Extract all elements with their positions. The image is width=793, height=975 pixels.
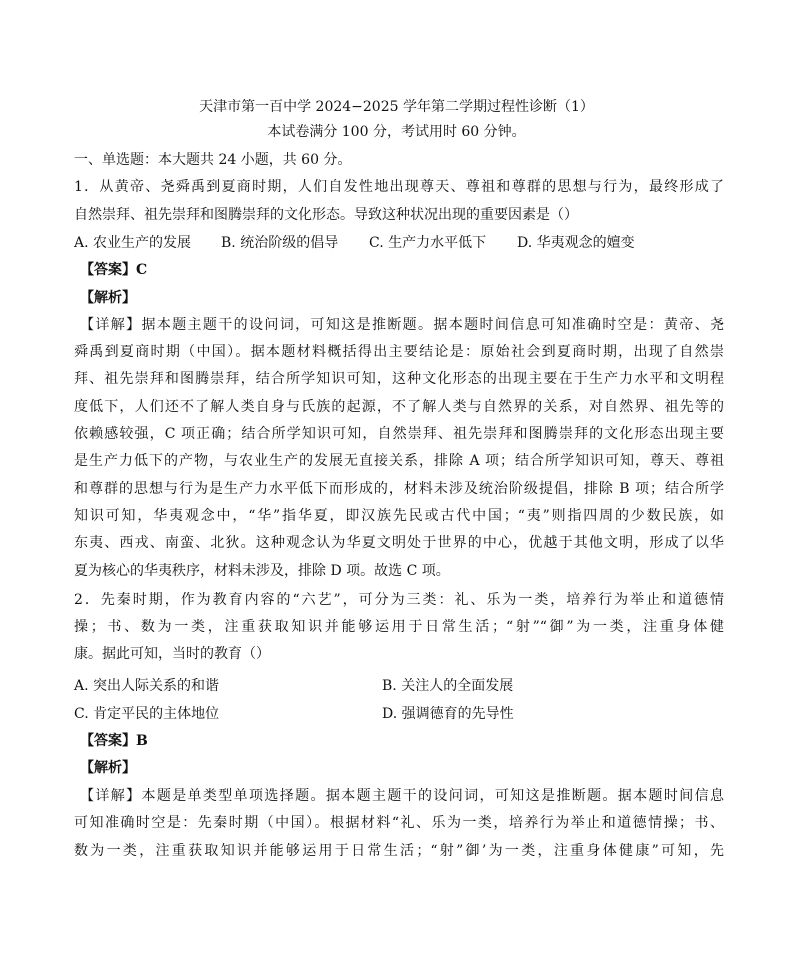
q1-detail-line: 依赖感较强，C 项正确；结合所学知识可知，自然崇拜、祖先崇拜和图腾崇拜的文化形态出现主要 [74, 426, 724, 442]
q1-detail-line: 知识可知，华夷观念中，“华”指华夏，即汉族先民或古代中国；“夷”则指四周的少数民族，如 [74, 508, 724, 524]
q1-detail-line: 度低下，人们还不了解人类自身与氏族的起源，不了解人类与自然界的关系，对自然界、祖先等的 [74, 399, 724, 415]
page-title: 天津市第一百中学 2024−2025 学年第二学期过程性诊断（1） [199, 99, 594, 115]
q1-stem-line: 自然崇拜、祖先崇拜和图腾崇拜的文化形态。导致这种状况出现的重要因素是（） [74, 207, 578, 223]
q1-detail-line: 夏为核心的华夷秩序，材料未涉及，排除 D 项。故选 C 项。 [74, 563, 450, 579]
q1-detail-line: 舜禹到夏商时期（中国）。据本题材料概括得出主要结论是：原始社会到夏商时期，出现了自然崇 [74, 344, 724, 360]
q1-option-c: C. 生产力水平低下 [369, 235, 487, 251]
q1-analysis-label: 【解析】 [80, 290, 136, 306]
q2-option-c: C. 肯定平民的主体地位 [74, 706, 220, 722]
q1-detail-line: 和尊群的思想与行为是生产力水平低下而形成的，材料未涉及统治阶级提倡，排除 B 项；结合所学 [74, 481, 724, 497]
q2-detail-line: 可知准确时空是：先秦时期（中国）。根据材料“礼、乐为一类，培养行为举止和道德情操；书、 [74, 815, 724, 831]
q2-option-d: D. 强调德育的先导性 [382, 706, 514, 722]
q2-stem-line: 操；书、数为一类，注重获取知识并能够运用于日常生活；“射”“御”为一类，注重身体健 [74, 619, 724, 635]
q2-analysis-label: 【解析】 [80, 760, 136, 776]
section-heading: 一、单选题：本大题共 24 小题，共 60 分。 [74, 152, 352, 168]
q2-detail-line: 【详解】本题是单类型单项选择题。据本题主题干的设问词，可知这是推断题。据本题时间信息 [80, 788, 724, 804]
q1-detail-line: 拜、祖先崇拜和图腾崇拜，结合所学知识可知，这种文化形态的出现主要在于生产力水平和文明程 [74, 371, 724, 387]
q1-detail-line: 是生产力低下的产物，与农业生产的发展无直接关系，排除 A 项；结合所学知识可知，尊天、尊祖 [74, 453, 724, 469]
q2-stem-line: 2．先秦时期，作为教育内容的“六艺”，可分为三类：礼、乐为一类，培养行为举止和道德情 [74, 592, 724, 608]
q1-detail-line: 【详解】据本题主题干的设问词，可知这是推断题。据本题时间信息可知准确时空是：黄帝、尧 [80, 317, 724, 333]
q1-stem-line: 1．从黄帝、尧舜禹到夏商时期，人们自发性地出现尊天、尊祖和尊群的思想与行为，最终形成了 [74, 179, 724, 195]
q1-option-b: B. 统治阶级的倡导 [221, 235, 339, 251]
q1-answer: 【答案】C [80, 262, 148, 278]
q2-option-a: A. 突出人际关系的和谐 [74, 678, 220, 694]
q1-option-a: A. 农业生产的发展 [74, 235, 192, 251]
q2-option-b: B. 关注人的全面发展 [382, 678, 514, 694]
q2-detail-line: 数为一类，注重获取知识并能够运用于日常生活；“射”御’为一类，注重身体健康”可知，先 [74, 843, 724, 859]
q2-stem-line: 康。据此可知，当时的教育（） [74, 646, 270, 662]
q1-option-d: D. 华夷观念的嬗变 [517, 235, 635, 251]
q1-detail-line: 东夷、西戎、南蛮、北狄。这种观念认为华夏文明处于世界的中心，优越于其他文明，形成了以华 [74, 535, 724, 551]
page-subtitle: 本试卷满分 100 分，考试用时 60 分钟。 [267, 124, 526, 140]
q2-answer: 【答案】B [80, 733, 148, 749]
